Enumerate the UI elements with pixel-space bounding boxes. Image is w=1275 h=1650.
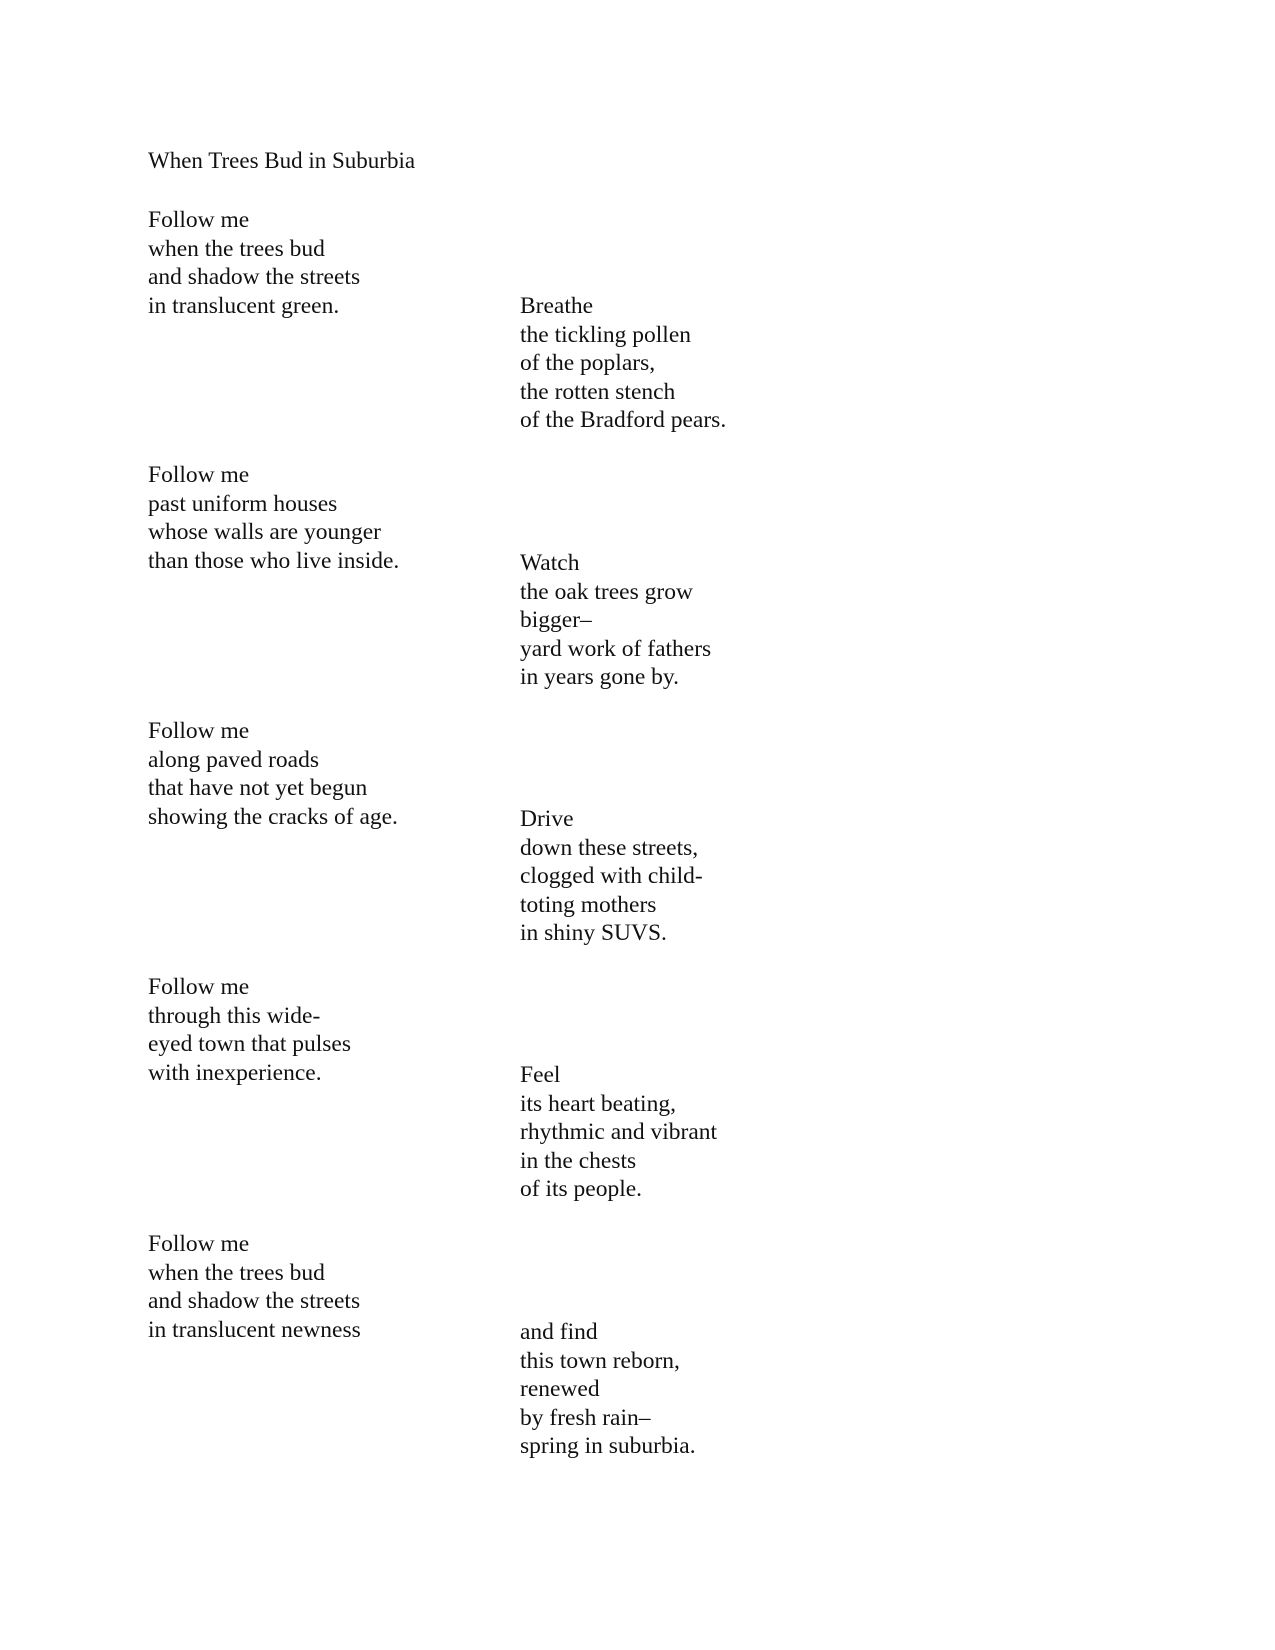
- right-stanza-2: [520, 549, 711, 692]
- poem-line: Follow me: [148, 974, 250, 1000]
- right-stanza-5: [520, 1318, 696, 1461]
- left-stanza-1: [148, 206, 360, 320]
- poem-line: of the Bradford pears.: [520, 407, 727, 434]
- poem-line: Follow me: [148, 718, 250, 744]
- poem-line: and shadow the streets: [148, 264, 361, 291]
- poem-line: Follow me: [148, 462, 250, 488]
- poem-line: in the chests: [520, 1147, 637, 1174]
- right-stanza-4: [520, 1061, 717, 1204]
- poem-line: when the trees bud: [148, 235, 325, 262]
- poem-line: the oak trees grow: [520, 578, 693, 605]
- poem-line: eyed town that pulses: [148, 1031, 351, 1058]
- poem-line: along paved roads: [148, 746, 319, 773]
- poem-line: in translucent green.: [148, 292, 340, 319]
- left-stanza-3: [148, 717, 398, 831]
- left-stanza-5: [148, 1230, 361, 1344]
- poem-line: rhythmic and vibrant: [520, 1119, 718, 1146]
- right-stanza-3: [520, 805, 703, 948]
- left-stanza-4: [148, 973, 351, 1087]
- poem-line: than those who live inside.: [148, 547, 400, 574]
- poem-line: Follow me: [148, 207, 250, 233]
- poem-line: Breathe: [520, 293, 594, 319]
- poem-line: the rotten stench: [520, 378, 676, 405]
- poem-line: Drive: [520, 806, 574, 832]
- poem-line: of the poplars,: [520, 350, 656, 377]
- poem-line: past uniform houses: [148, 490, 338, 517]
- poem-line: down these streets,: [520, 834, 699, 861]
- poem-line: spring in suburbia.: [520, 1433, 696, 1460]
- poem-line: in translucent newness: [148, 1316, 361, 1343]
- poem-line: bigger–: [520, 607, 592, 634]
- poem-line: Watch: [520, 550, 580, 576]
- poem-line: and shadow the streets: [148, 1288, 361, 1315]
- poem-line: showing the cracks of age.: [148, 803, 398, 830]
- poem-line: yard work of fathers: [520, 635, 712, 662]
- poem-line: renewed: [520, 1376, 600, 1403]
- right-stanza-1: [520, 292, 726, 435]
- poem-line: and find: [520, 1319, 598, 1345]
- poem-line: in years gone by.: [520, 664, 680, 691]
- poem-line: clogged with child-: [520, 863, 703, 890]
- poem-line: when the trees bud: [148, 1259, 325, 1286]
- left-stanza-2: [148, 461, 399, 575]
- poem-title: When Trees Bud in Suburbia: [148, 148, 416, 173]
- poem-line: Follow me: [148, 1231, 250, 1257]
- poem-line: through this wide-: [148, 1002, 321, 1029]
- poem-line: Feel: [520, 1062, 561, 1088]
- poem-line: by fresh rain–: [520, 1404, 651, 1431]
- poem-line: whose walls are younger: [148, 519, 381, 546]
- poem-line: this town reborn,: [520, 1347, 680, 1374]
- poem-line: toting mothers: [520, 891, 657, 918]
- poem-line: that have not yet begun: [148, 775, 368, 802]
- poem-line: its heart beating,: [520, 1090, 676, 1117]
- poem-line: of its people.: [520, 1176, 643, 1203]
- poem-line: the tickling pollen: [520, 321, 691, 348]
- poem-line: in shiny SUVS.: [520, 920, 667, 947]
- poem-line: with inexperience.: [148, 1059, 322, 1086]
